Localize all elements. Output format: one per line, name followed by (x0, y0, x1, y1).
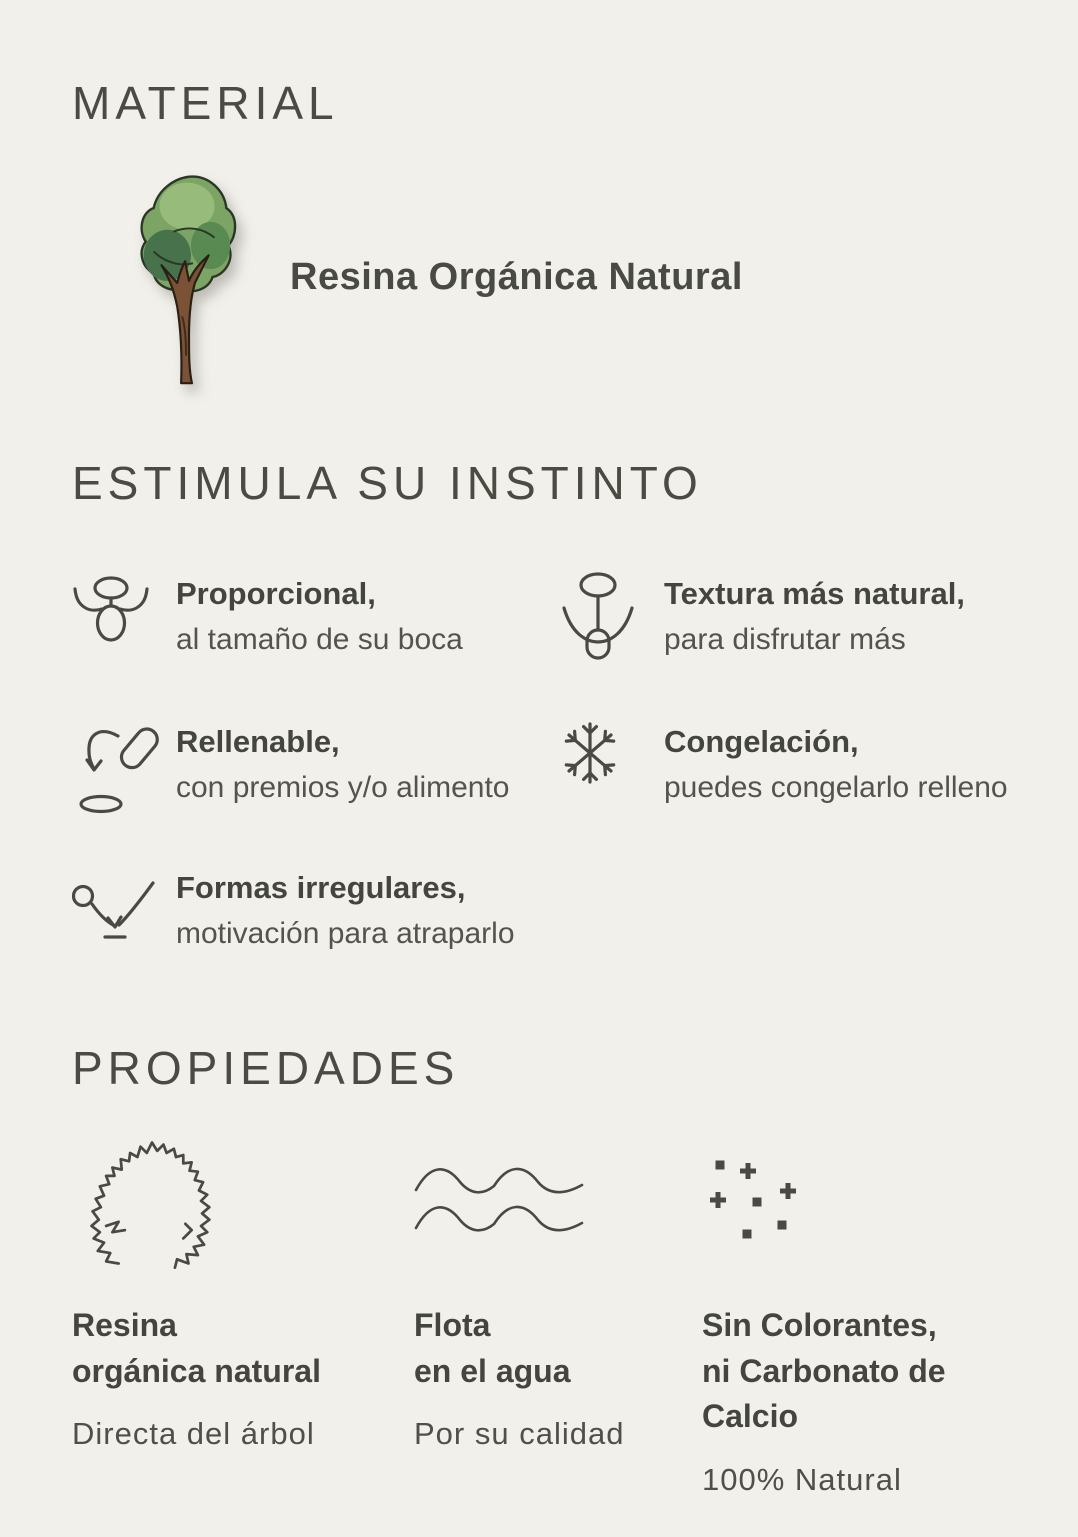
feature-text (176, 570, 463, 659)
material-heading: MATERIAL (72, 77, 339, 129)
watercolor-tree-icon (130, 168, 248, 386)
prop-title (72, 1303, 414, 1394)
prop-subtitle: Directa del árbol (72, 1416, 315, 1452)
snowflake-icon (560, 718, 664, 788)
properties-grid (72, 1119, 1018, 1497)
prop-title (702, 1303, 1018, 1439)
feature-subtitle: con premios y/o alimento (176, 771, 510, 805)
feature-text (176, 718, 510, 807)
instinct-heading: ESTIMULA SU INSTINTO (72, 457, 703, 509)
prop-title-line1: Flota (414, 1307, 491, 1344)
resin-outline-icon (72, 1119, 414, 1287)
feature-textura (560, 570, 1018, 670)
refill-treat-icon (72, 718, 176, 816)
prop-title-line1: Resina (72, 1307, 177, 1344)
prop-title-line2: orgánica natural (72, 1352, 321, 1389)
feature-proporcional (72, 570, 560, 670)
prop-title-line2: en el agua (414, 1352, 571, 1389)
prop-subtitle: 100% Natural (702, 1461, 902, 1497)
texture-probe-icon (560, 570, 664, 670)
prop-resina (72, 1119, 414, 1497)
feature-formas (72, 864, 560, 953)
prop-title-line1: Sin Colorantes, (702, 1307, 937, 1344)
properties-heading: PROPIEDADES (72, 1042, 460, 1095)
feature-text (664, 570, 965, 659)
feature-subtitle: para disfrutar más (664, 623, 906, 657)
material-row (130, 168, 1018, 386)
feature-congelacion (560, 718, 1018, 816)
feature-title: Formas irregulares, (176, 870, 466, 905)
feature-rellenable (72, 718, 560, 816)
prop-sin-colorantes (702, 1119, 1018, 1497)
material-label: Resina Orgánica Natural (290, 255, 743, 298)
water-waves-icon (414, 1119, 702, 1287)
feature-subtitle: al tamaño de su boca (176, 623, 463, 657)
feature-text (176, 864, 515, 953)
feature-title: Proporcional, (176, 576, 376, 611)
feature-title: Textura más natural, (664, 576, 965, 611)
prop-subtitle: Por su calidad (414, 1416, 625, 1452)
prop-flota (414, 1119, 702, 1497)
prop-title (414, 1303, 702, 1394)
feature-title: Congelación, (664, 724, 859, 759)
feature-text (664, 718, 1008, 807)
particles-icon (702, 1119, 1018, 1287)
feature-subtitle: motivación para atraparlo (176, 917, 515, 951)
prop-title-line2: ni Carbonato de Calcio (702, 1352, 946, 1435)
feature-subtitle: puedes congelarlo relleno (664, 771, 1008, 805)
features-grid (72, 570, 1018, 953)
bounce-path-icon (72, 864, 176, 942)
dog-mouth-icon (72, 570, 176, 650)
feature-title: Rellenable, (176, 724, 340, 759)
